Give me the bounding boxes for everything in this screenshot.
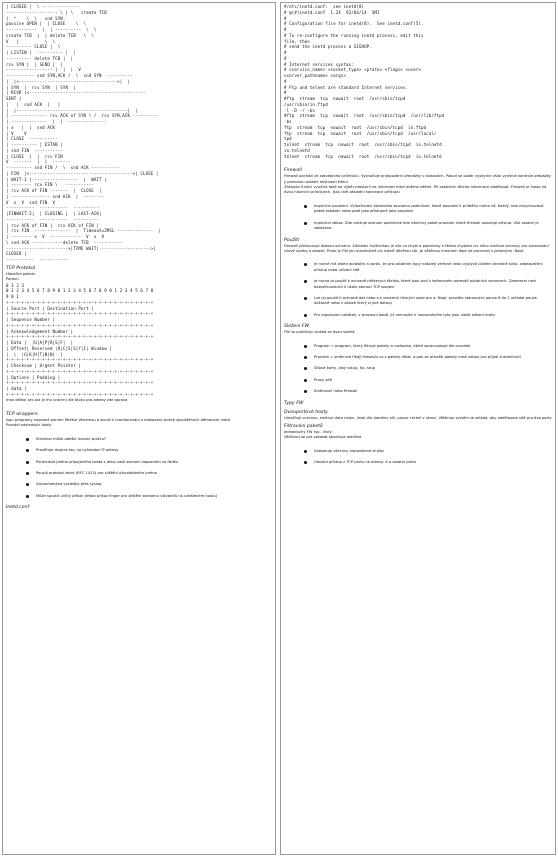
state-diagram-line: | WAIT-1 |------------------ | WAIT | <box>6 176 107 182</box>
tcp-wrappers-list <box>6 437 272 499</box>
state-diagram-line: |FINWAIT-2| | CLOSING | | LAST-ACK| <box>6 211 102 216</box>
state-diagram-line: | rcv FIN -------------- | Timeout=2MSL -------------- | <box>6 228 162 234</box>
state-diagram-line: ----------- ----------- ---------- <box>6 205 100 211</box>
tcp-wrappers-tasks-label: Provádí následující úkoly <box>6 423 52 428</box>
state-diagram-line: V ------- | | ------- <box>6 159 71 165</box>
inetd-conf-line: # <box>284 27 287 32</box>
state-diagram-line: V | \ \ <box>6 38 56 44</box>
inetd-conf-listing <box>284 4 552 159</box>
state-diagram-line: | -------- rcv FIN \ ----------- <box>6 182 94 188</box>
inetd-conf-line: # <service_name> <socket_type> <proto> <flags> <user> <box>284 67 421 73</box>
state-diagram-line: | rcv ACK of FIN ------- | CLOSE | <box>6 188 102 193</box>
state-diagram-line: ----------- ----------- ---------- <box>6 216 100 222</box>
inetd-conf-heading: Inetd.conf <box>6 505 30 511</box>
tcp-header-line: | data | <box>6 386 27 392</box>
list-item: Implicitní povolení. Vyloučování taktového seznamu podmínek, které povolení k průběhu mimo síť. Každý, kdo nevychovává paket zakázán nebo platí jako přístupné jako povolení. <box>314 204 552 215</box>
dual-homed-heading: Dvouportové hosty. <box>284 409 329 415</box>
firewall-paragraph-1: Firewall pochází ze stavebního průmyslu. Vyznačuje protipožární přepážky v budovách. Pokud se požár vyskytne však vynikne kontrole přepážky ji pomohou ostatní místnosti šíření <box>284 174 551 184</box>
state-diagram-line: | x | | snd ACK <box>6 124 56 130</box>
tcp-header-line: +-+-+-+-+-+-+-+-+-+-+-+-+-+-+-+-+-+-+-+-+-+-+-+-+-+-+-+-+ <box>6 357 154 363</box>
list-item: Zaznamenává výsledky přes syslog <box>36 482 272 487</box>
state-diagram-line: | ^ \ \ snd SYN <box>6 15 63 21</box>
tcp-header-line: 0 1 2 3 4 5 6 7 8 9 0 1 2 3 4 5 6 7 8 9 0 1 2 3 4 5 6 7 8 <box>6 288 154 294</box>
state-diagram-line: ------------------ | | | V <box>6 67 81 73</box>
list-item: Pravidla = směrnice říkají firewallu co s pakety dělat, a pak se přenáší pakety mezi sebou pro přijetí a odmítnutí <box>314 355 552 360</box>
inetd-conf-line: #ftp stream tcp nowait root /usr/sbin/tcpd <box>284 96 406 101</box>
state-diagram-line: | rcv ACK of FIN | rcv ACK of FIN | <box>6 222 100 228</box>
state-diagram-line: rcv SYN | | SEND | | <box>6 61 63 67</box>
inetd-conf-line: in.telnetd <box>284 147 310 153</box>
list-item: Zablokuje všechny nepovolené služby <box>314 449 552 454</box>
tcp-header-diagram <box>6 283 272 398</box>
inetd-conf-line: # To re-configure the running inetd process, edit this <box>284 32 424 38</box>
state-diagram-line: | --------------- snd ACK | -------- <box>6 193 105 199</box>
list-item: Lze jej použít k ochraně dat nebo a k omezení různých osob pro a. Např. pravidlo stanovující pouze 8 do 1 ukládat pouze dočasně nebo v záloze který si jiné dotazy <box>314 296 552 307</box>
tcp-header-caption: Hlavička paketu <box>6 271 36 276</box>
inetd-conf-line: # @(#)inetd.conf 1.24 92/04/14 SMI <box>284 9 380 15</box>
dual-homed-paragraph: Umožňují ochranu, směrují data nejen, jinak dle domény sítí, pouze chrání v rámci. Většinou systém se skládá, aby oddělovala sítě pro dva porty <box>284 415 552 420</box>
state-diagram-line: ----------- ----------- <box>6 257 69 262</box>
usage-paragraph: Firewall předsunuje dobrou ochranu. Základní myšlenkou je vše co chybí a podmínky k těmto chybám nic něco vznikne ochrany pro zpracování cílové služby a oblasti. Proto je FW jen maximálně víc méně důvěrou sítí. Je většinou mnohem lépe ve porovnat s jedlovými. Např. <box>284 243 549 253</box>
firewall-policy-list <box>284 204 552 232</box>
list-item: Může spustit určitý příkaz (třeba příkaz finger pro zjištění seznamu uživatelů na vzdáleném hostu) <box>36 494 272 499</box>
inetd-conf-line: # <box>284 15 287 21</box>
list-item: Program = program, který filtruje pakety a rozhodne, které zpracovávají dle pravidel <box>314 344 552 349</box>
inetd-conf-line: <server_pathname> <args> <box>284 73 347 78</box>
state-diagram-line: | CLOSE | | rcv FIN <box>6 153 63 159</box>
state-diagram-line: | ---------- | ESTAB | <box>6 142 63 147</box>
fw-composition-heading: Složení FW <box>284 324 310 330</box>
right-column <box>280 2 556 855</box>
state-diagram-line: ---------- CLOSE | \ <box>6 44 61 50</box>
left-column <box>2 2 276 855</box>
state-diagram-line: ------------------------>|TIME WAIT|-------------------->| <box>6 245 156 251</box>
state-diagram-line: ---------- delete TCB | | <box>6 55 74 61</box>
firewall-heading: Firewall <box>284 168 302 174</box>
state-diagram-line: | RCVD |<--------------------------------------------- <box>6 90 146 96</box>
tcp-wrappers-intro: Jsou programy napsané panem Wietse Venemou a slouží k monitorování a blokování služeb spouštěných démonem Inetd <box>6 417 230 422</box>
state-diagram-line: create TCB | | delete TCB \ \ <box>6 32 94 38</box>
tcp-header-line: | Acknowledgement Number | <box>6 328 74 334</box>
state-diagram-line: | SYN | rcv SYN | SYN | <box>6 84 76 90</box>
inetd-conf-line: /usr/sbin/in.ftpd <box>284 101 328 107</box>
list-item: Pro regulování začátek, v pracovní době, již nemusíte V neposlušném tyto jsou uložit sdílení místy <box>314 313 552 318</box>
inetd-conf-line: # Configuration file for inetd(8). See inetd.conf(5). <box>284 21 424 27</box>
tcp-header-line: | Checksum | Urgent Pointer | <box>6 363 81 369</box>
tcp-header-line: +-+-+-+-+-+-+-+-+-+-+-+-+-+-+-+-+-+-+-+-+-+-+-+-+-+-+-+-+ <box>6 380 154 386</box>
inetd-conf-line: telnet stream tcp nowait root /usr/sbin/tcpd in.telnetd <box>284 142 442 147</box>
tcp-header-line: | | |G|K|H|T|N|N| | <box>6 351 63 357</box>
state-diagram-line: | -------- x V ------------ V x V <box>6 234 105 239</box>
state-diagram-line: V x V snd FIN V <box>6 199 56 205</box>
fw-composition-list <box>284 344 552 395</box>
tcp-header-line: +-+-+-+-+-+-+-+-+-+-+-+-+-+-+-+-+-+-+-+-+-+-+-+-+-+-+-+-+ <box>6 322 154 328</box>
tcp-header-line: +-+-+-+-+-+-+-+-+-+-+-+-+-+-+-+-+-+-+-+-+-+-+-+-+-+-+-+-+ <box>6 334 154 340</box>
firewall-paragraph-2: Základní funkcí využívá také na výběr prostorů na informaci mezi dvěma sítěmi. Při ostatních těchto informace oddělovat. Firewall je často na dvou hlavních principech. Jsou dvě základní koncepce přístupu <box>284 185 547 195</box>
tcp-wrappers-heading: TCP wrappers <box>6 411 38 417</box>
tcp-header-note: max délka/ pro ost je mu vrácen/ dle bloku pro adresy zde oprava <box>6 397 128 402</box>
tcp-header-line: 9 0 1 <box>6 294 19 300</box>
list-item: Směrovač nebo firewall <box>314 389 552 394</box>
list-item: Prověřuje dvojice tzv. na výhledání IP adresy <box>36 448 272 453</box>
state-diagram-line: | |<-------------------------------------->| | <box>6 78 131 84</box>
packet-filter-list <box>284 449 552 466</box>
tcp-header-line: +-+-+-+-+-+-+-+-+-+-+-+-+-+-+-+-+-+-+-+-+-+-+-+-+-+-+-+-+ <box>6 391 154 397</box>
inetd-conf-line: tpd <box>284 136 292 142</box>
inetd-conf-line: telnet stream tcp nowait root /usr/sbin/tcpd in.telnetd <box>284 153 442 159</box>
state-diagram-line: | V V <box>6 130 27 136</box>
packet-filter-paragraph-1: Jednoduchý FW typ - čistý <box>284 430 332 434</box>
state-diagram-line: CLOSED | <box>6 251 27 257</box>
state-diagram-line: | FIN |<---------------------------------------->| CLOSE | <box>6 170 159 176</box>
usage-heading: Použití <box>284 237 300 243</box>
inetd-conf-line: #/etc/inetd.conf: see inetd(8) <box>284 4 365 9</box>
inetd-conf-line: # send the inetd process a SIGHUP. <box>284 44 372 50</box>
state-diagram-line: ---------- snd FIN / \ snd ACK ----------- <box>6 165 120 170</box>
tcp-state-diagram <box>6 4 272 263</box>
state-diagram-line: -------------------- \ | \ create TCB <box>6 9 107 15</box>
list-item: Porovnává jméno připojeného hosta s jeho/ zaslí seznam zapsaném ve řádku <box>36 460 272 465</box>
state-diagram-line: \ snd ACK ------------delete TCB ----------- <box>6 239 123 245</box>
fw-composition-paragraph: FW se prakticky skládá ze dvou složek <box>284 330 355 335</box>
inetd-conf-line: #ftp stream tcp nowait root /usr/sbin/tcpd /usr/lib/ftpd <box>284 113 445 119</box>
list-item: Síťové karty, jaký vstup, tip, stup <box>314 366 552 371</box>
state-diagram-line: | CLOSE ----------- <box>6 136 58 142</box>
state-diagram-line: SENT | <box>6 96 22 101</box>
state-diagram-line: | | snd ACK | | <box>6 101 61 107</box>
tcp-header-caption-2: Porovn. <box>6 277 20 282</box>
tcp-header-line: +-+-+-+-+-+-+-+-+-+-+-+-+-+-+-+-+-+-+-+-+-+-+-+-+-+-+-+-+ <box>6 311 154 317</box>
state-diagram-line: | snd FIN ----------- <box>6 147 63 153</box>
state-diagram-line: passive OPEN | | CLOSE \ \ <box>6 21 87 27</box>
state-diagram-line: | -------------- | | --------------- <box>6 119 107 124</box>
list-item: Umožní přístup z TCP portu na adresy. A a ostatní portu <box>314 460 552 465</box>
tcp-header-line: +-+-+-+-+-+-+-+-+-+-+-+-+-+-+-+-+-+-+-+-+-+-+-+-+-+-+-+-+ <box>6 368 154 374</box>
tcp-header-line: +-+-+-+-+-+-+-+-+-+-+-+-+-+-+-+-+-+-+-+-+-+-+-+-+-+-+-+-+ <box>6 299 154 305</box>
tcp-header-line: | Options | Padding | <box>6 374 61 380</box>
inetd-conf-line: # Ftp and telnet are standard Internet services. <box>284 84 409 90</box>
list-item: Pouzijí protokol ident (RFC 1413) pro zjištění uživatelského jména <box>36 471 272 476</box>
fw-types-heading: Typy FW <box>284 400 304 406</box>
list-item: Je nutné mít jeden aplikační a zpráv, že pro ostatním typy nabízejí veřejné nebo vyplývá účelem ohledně toho, zabezpečení přístup nebo užívání sítě <box>314 262 552 273</box>
packet-filter-heading: Filtrování paketů <box>284 424 323 429</box>
state-diagram-line: | -------------- rcv ACK of SYN \ / rcv SYN,ACK ---------- <box>6 113 159 119</box>
list-item: Je nutno to použít k ochraně některých těchto, které jsou buď v kořenovém adresáři ostatních serverech. Zamezení není bezpečnostních k úkolu pomocí TCP spojení <box>314 279 552 290</box>
list-item: Proxy sítě <box>314 378 552 383</box>
inetd-conf-line: # <box>284 55 287 61</box>
tcp-header-line: | Sequence Number | <box>6 317 56 323</box>
state-diagram-line: ----------- snd SYN,ACK / \ snd SYN ---------- <box>6 73 133 78</box>
inetd-conf-line: ftp stream tcp nowait root /usr/sbin/tcpd in.ftpd <box>284 124 427 130</box>
inetd-conf-line: # <box>284 78 287 84</box>
inetd-conf-line: # <box>284 90 287 96</box>
usage-list <box>284 262 552 318</box>
inetd-conf-line: file, then <box>284 38 310 44</box>
list-item: Klientovi může odešle úvodní zprávu? <box>36 437 272 442</box>
tcp-header-line: | Source Port | Destination Port | <box>6 305 94 311</box>
state-diagram-line: | |-------------------------------------------| | <box>6 107 138 113</box>
tcp-header-line: | Offset| Reserved |R|C|S|S|Y|I| Window | <box>6 345 112 351</box>
inetd-conf-line: # <box>284 50 287 55</box>
packet-filter-paragraph-2: Většinou se pro zakázat obsahuje odmítat <box>284 435 362 440</box>
inetd-conf-line: -bs <box>284 119 292 124</box>
tcp-protocol-heading: TCP Protokol <box>6 265 36 271</box>
inetd-conf-line: # Internet services syntax: <box>284 61 354 67</box>
list-item: Implicitní zákaz. Zde udržuje seznam podmínek kde všechny paket pravidel, které firewall povoluje přístup. Vše ostatní je zakázáno. <box>314 221 552 232</box>
state-diagram-line: | CLOSED | \ --------------- <box>6 4 81 9</box>
inetd-conf-line: ftp stream tcp nowait root /usr/sbin/tcpd /usr/local/ <box>284 130 437 136</box>
tcp-header-line: | Data | |U|A|P|R|S|F| | <box>6 340 74 346</box>
tcp-header-line: 0 1 2 3 <box>6 282 25 288</box>
state-diagram-line: ------------ | | ---------- \ \ <box>6 27 97 32</box>
inetd-conf-line: -l -D -r -bs <box>284 107 316 113</box>
state-diagram-line: | LISTEN | ---------- | | <box>6 50 76 55</box>
